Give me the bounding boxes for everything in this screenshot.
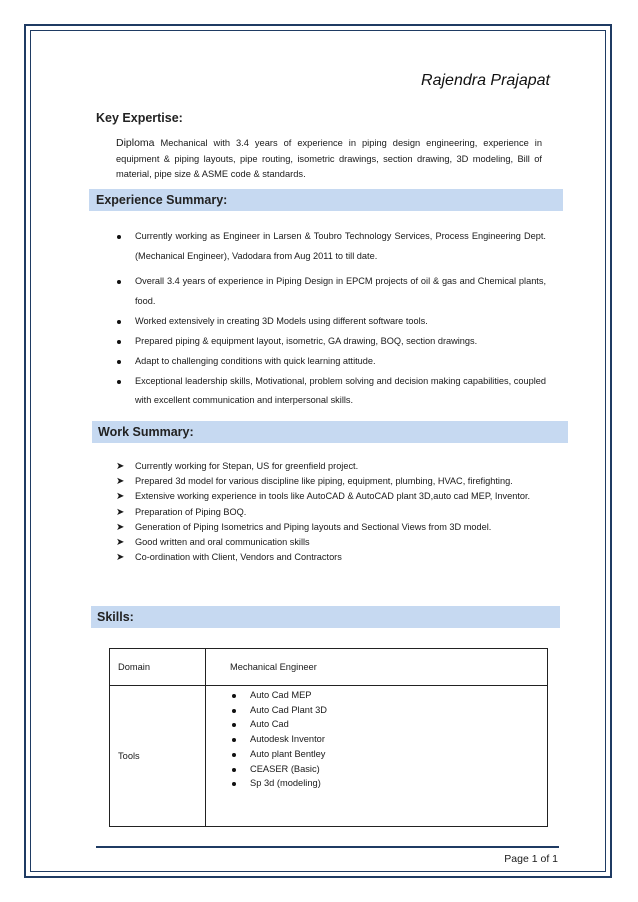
table-row <box>110 686 548 827</box>
list-item-text: Currently working as Engineer in Larsen & Toubro Technology Services, Process Engineering Dept. (Mechanical Engineer), Vadodara from Aug 2011 to till date. <box>135 231 546 261</box>
list-item <box>116 505 542 520</box>
list-item <box>116 550 542 565</box>
list-item <box>230 762 546 777</box>
experience-summary-heading: Experience Summary: <box>89 189 563 211</box>
arrow-bullet-icon: ➤ <box>116 552 125 564</box>
skills-table <box>109 648 548 827</box>
tool-name: Sp 3d (modeling) <box>250 778 321 789</box>
tool-name: CEASER (Basic) <box>250 763 320 774</box>
list-item <box>116 474 542 489</box>
key-expertise-heading: Key Expertise: <box>96 111 183 125</box>
list-item <box>230 776 546 791</box>
bullet-icon <box>117 380 121 384</box>
bullet-icon <box>232 782 236 786</box>
skills-heading: Skills: <box>91 606 560 628</box>
bullet-icon <box>117 235 121 239</box>
list-item <box>116 227 546 266</box>
list-item-text: Adapt to challenging conditions with quick learning attitude. <box>135 355 376 366</box>
list-item <box>116 272 546 311</box>
list-item <box>116 312 546 332</box>
footer-divider <box>96 846 559 848</box>
tool-name: Autodesk Inventor <box>250 734 325 745</box>
tool-name: Auto plant Bentley <box>250 748 326 759</box>
tools-label: Tools <box>110 686 206 827</box>
bullet-icon <box>232 723 236 727</box>
arrow-bullet-icon: ➤ <box>116 521 125 533</box>
bullet-icon <box>232 753 236 757</box>
bullet-icon <box>117 340 121 344</box>
list-item-text: Co-ordination with Client, Vendors and Contractors <box>135 552 342 563</box>
list-item <box>116 459 542 474</box>
bullet-icon <box>117 360 121 364</box>
list-item-text: Prepared piping & equipment layout, isometric, GA drawing, BOQ, section drawings. <box>135 335 478 346</box>
list-item-text: Worked extensively in creating 3D Models using different software tools. <box>135 315 428 326</box>
list-item-text: Generation of Piping Isometrics and Piping layouts and Sectional Views from 3D model. <box>135 521 492 532</box>
list-item-text: Overall 3.4 years of experience in Piping Design in EPCM projects of oil & gas and Chemical plants, food. <box>135 276 546 306</box>
list-item <box>230 747 546 762</box>
bullet-icon <box>232 768 236 772</box>
list-item-text: Good written and oral communication skills <box>135 537 310 548</box>
arrow-bullet-icon: ➤ <box>116 506 125 518</box>
tool-name: Auto Cad <box>250 719 289 730</box>
list-item <box>116 535 542 550</box>
list-item-text: Prepared 3d model for various discipline like piping, equipment, plumbing, HVAC, firefighting. <box>135 476 513 487</box>
bullet-icon <box>232 738 236 742</box>
bullet-icon <box>232 694 236 698</box>
domain-label: Domain <box>110 649 206 686</box>
experience-summary-list <box>116 227 546 411</box>
list-item <box>230 717 546 732</box>
list-item-text: Exceptional leadership skills, Motivational, problem solving and decision making capabilities, coupled with excellent communication and interpersonal skills. <box>135 375 546 405</box>
arrow-bullet-icon: ➤ <box>116 491 125 503</box>
arrow-bullet-icon: ➤ <box>116 461 125 472</box>
list-item <box>116 520 542 535</box>
bullet-icon <box>117 320 121 324</box>
list-item <box>230 703 546 718</box>
candidate-name: Rajendra Prajapat <box>421 72 550 89</box>
bullet-icon <box>117 280 121 284</box>
tools-cell <box>206 686 548 827</box>
list-item <box>116 332 546 352</box>
arrow-bullet-icon: ➤ <box>116 476 125 488</box>
arrow-bullet-icon: ➤ <box>116 537 125 549</box>
work-summary-heading: Work Summary: <box>92 421 568 443</box>
work-summary-list <box>116 459 542 565</box>
list-item <box>230 732 546 747</box>
domain-value: Mechanical Engineer <box>206 649 548 686</box>
key-expertise-lead: Diploma <box>116 137 155 149</box>
list-item-text: Extensive working experience in tools like AutoCAD & AutoCAD plant 3D,auto cad MEP, Inventor. <box>135 491 531 502</box>
list-item <box>116 352 546 372</box>
tools-list <box>230 687 546 821</box>
list-item <box>230 688 546 703</box>
tool-name: Auto Cad Plant 3D <box>250 704 328 715</box>
key-expertise-body: Mechanical with 3.4 years of experience in piping design engineering, experience in equipment & piping layouts, pipe routing, isometric drawings, section drawing, 3D modeling, Bill of material, pipe size & ASME code & standards. <box>116 138 542 179</box>
table-row <box>110 649 548 686</box>
key-expertise-text <box>116 136 542 183</box>
page-number: Page 1 of 1 <box>504 853 558 865</box>
list-item <box>116 372 546 411</box>
tool-name: Auto Cad MEP <box>250 690 312 700</box>
list-item-text: Currently working for Stepan, US for greenfield project. <box>135 461 359 471</box>
bullet-icon <box>232 709 236 713</box>
list-item <box>116 489 542 504</box>
list-item-text: Preparation of Piping BOQ. <box>135 506 247 517</box>
